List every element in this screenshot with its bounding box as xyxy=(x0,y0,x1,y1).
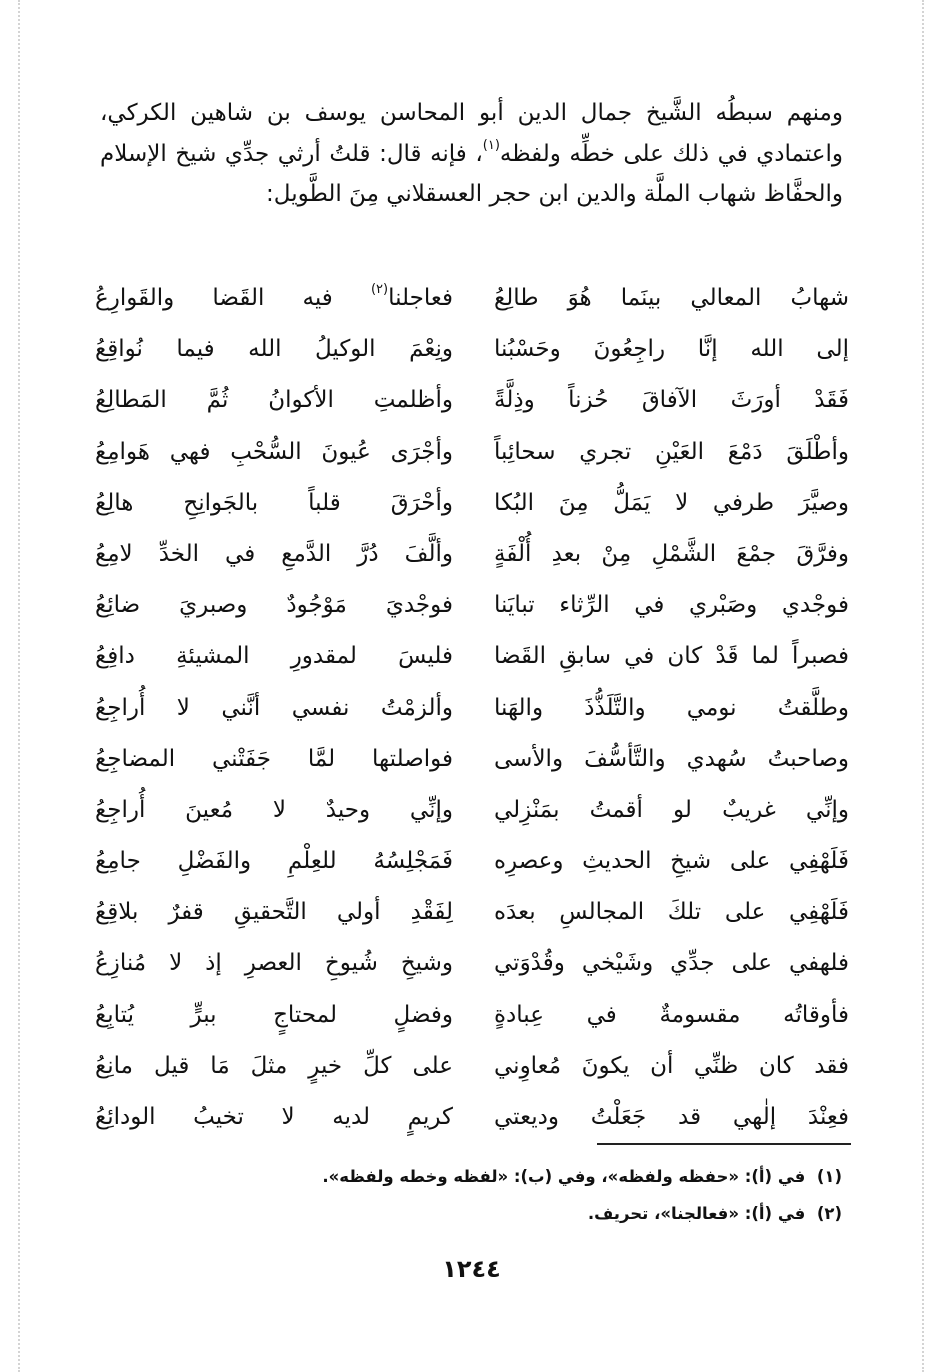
hemistich-second: وأحْرَقَ قلباً بالجَوانِحِ هالِعُ xyxy=(95,489,453,516)
poem-verse xyxy=(95,993,849,1044)
hemistich-second: وأجْرَى عُيونَ السُّحْبِ فهي هَوامِعُ xyxy=(95,438,453,465)
hemistich-first: فعِنْدَ إلٰهي قد جَعَلْتُ وديعتي xyxy=(494,1104,849,1130)
poem-verse xyxy=(95,327,849,378)
hemistich-first: وفرَّقَ جمْعَ الشَّمْلِ مِنْ بعدِ أُلْفَةٍ xyxy=(494,540,849,567)
poem-verse xyxy=(95,430,849,481)
poem-verse xyxy=(95,532,849,583)
hemistich-second: فَمَجْلِسُهُ للعِلْمِ والفَضْلِ جامِعُ xyxy=(95,848,453,875)
footnote-marker-2: (٢) xyxy=(370,282,389,298)
hemistich-first: وأطْلَقَ دَمْعَ العَيْنِ تجري سحائِباً xyxy=(494,438,849,465)
hemistich-second: وفضلٍ لمحتاجٍ ببرٍّ يُتابِعُ xyxy=(95,1001,453,1028)
poem-verse xyxy=(95,890,849,941)
hemistich-second: ونِعْمَ الوكيلُ الله فيما نُواقِعُ xyxy=(95,336,453,363)
hemistich-first: فَقَدْ أورَثَ الآفاقَ حُزناً وذِلَّةً xyxy=(494,387,849,414)
hemistich-second: فليسَ لمقدورِ المشيئةِ دافِعُ xyxy=(95,643,453,670)
hemistich-first: فلهفي على جدِّي وشَيْخي وقُدْوَتي xyxy=(494,950,849,977)
hemistich-first: فَلَهْفِي على تلكَ المجالسِ بعدَه xyxy=(494,899,849,926)
intro-text xyxy=(100,93,843,215)
footnotes xyxy=(100,1158,842,1232)
poem-verse xyxy=(95,634,849,685)
hemistich-first: فأوقاتُه مقسومةٌ في عِبادةٍ xyxy=(494,1001,849,1028)
hemistich-second: على كلِّ خيرٍ مثلَ مَا قيل مانِعُ xyxy=(95,1052,453,1079)
hemistich-second-end: فيه القَضا والقَوارِعُ xyxy=(95,285,371,311)
poem-verse xyxy=(95,737,849,788)
footnote-2 xyxy=(100,1195,842,1232)
poem-verse xyxy=(95,378,849,429)
poem-verse xyxy=(95,1095,849,1146)
poem-verse xyxy=(95,788,849,839)
hemistich-first: وصاحبتُ سُهدي والتَّأسُّفَ والأسى xyxy=(494,745,849,772)
hemistich-second: فوجْديَ مَوْجُودٌ وصبريَ ضائِعُ xyxy=(95,592,453,619)
hemistich-first: وصيَّرَ طرفي لا يَمَلُّ مِنَ البُكا xyxy=(494,489,849,516)
intro-paragraph xyxy=(100,93,843,215)
hemistich-second: وشيخِ شُيوخِ العصرِ إذ لا مُنازِعُ xyxy=(95,950,453,977)
hemistich-second: وإنِّي وحيدٌ لا مُعينَ أُراجِعُ xyxy=(95,796,453,823)
hemistich-first: وطلَّقتُ نومي والتَّلَذُّذَ والهَنا xyxy=(494,694,849,721)
hemistich-second: وألَّفَ دُرَّ الدَّمعِ في الخدِّ لامِعُ xyxy=(95,540,453,567)
poem xyxy=(95,276,849,1146)
poem-verse xyxy=(95,941,849,992)
footnote-1 xyxy=(100,1158,842,1195)
hemistich-first: فَلَهْفِي على شيخِ الحديثِ وعصرِه xyxy=(494,848,849,875)
hemistich-second: فواصلتها لمَّا جَفَتْني المضاجِعُ xyxy=(95,745,453,772)
poem-verse xyxy=(95,686,849,737)
poem-verse xyxy=(95,583,849,634)
hemistich-second: وأظلمتِ الأكوانُ ثُمَّ المَطالِعُ xyxy=(95,387,453,414)
hemistich-first: شهابُ المعالي بينَما هُوَ طالِعُ xyxy=(494,285,849,311)
footnote-text: في (أ): «فعالجنا»، تحريف. xyxy=(587,1204,806,1223)
hemistich-second: وألزمْتُ نفسي أنَّني لا أُراجِعُ xyxy=(95,694,453,721)
intro-text-part2: ، فإنه قال: قلتُ أرثي جدِّي شيخ الإسلام والحفَّاظ شهاب الملَّة والدين ابن حجر العسقلاني مِنَ الطَّويل: xyxy=(100,140,843,207)
hemistich-first: فقد كان ظنِّي أن يكونَ مُعاوِني xyxy=(494,1052,849,1079)
hemistich-second-start: فعاجلنا xyxy=(388,285,453,311)
poem-verse xyxy=(95,276,849,327)
hemistich-first: إلى الله إنَّا راجِعُونَ وحَسْبُنا xyxy=(494,336,849,363)
footnote-text: في (أ): «حفظه ولفظه»، وفي (ب): «لفظه وخطه ولفظه». xyxy=(322,1167,806,1186)
hemistich-first: وإنِّي غريبٌ لو أقمتُ بمَنْزِلي xyxy=(494,796,849,823)
footnote-number: (١) xyxy=(816,1167,842,1186)
footnote-number: (٢) xyxy=(816,1204,842,1223)
poem-verse xyxy=(95,839,849,890)
intro-text-part1: ومنهم سبطُه الشَّيخ جمال الدين أبو المحاسن يوسف بن شاهين الكركي، واعتمادي في ذلك على خطِّه ولفظه xyxy=(100,100,844,167)
page-number: ١٢٤٤ xyxy=(442,1255,501,1283)
hemistich-second xyxy=(95,276,453,327)
hemistich-first: فصبراً لما قَدْ كان في سابقِ القَضا xyxy=(494,643,849,670)
hemistich-first: فوجْدي وصَبْري في الرِّثاء تبايَنا xyxy=(494,592,849,619)
footnote-separator xyxy=(597,1143,851,1145)
footnote-marker-1: (١) xyxy=(482,137,500,153)
poem-verse xyxy=(95,481,849,532)
hemistich-second: كريمٍ لديه لا تخيبُ الودائِعُ xyxy=(95,1104,453,1130)
hemistich-second: لِفَقْدِ أولي التَّحقيقِ قفرٌ بلاقِعُ xyxy=(95,899,453,926)
poem-verse xyxy=(95,1044,849,1095)
